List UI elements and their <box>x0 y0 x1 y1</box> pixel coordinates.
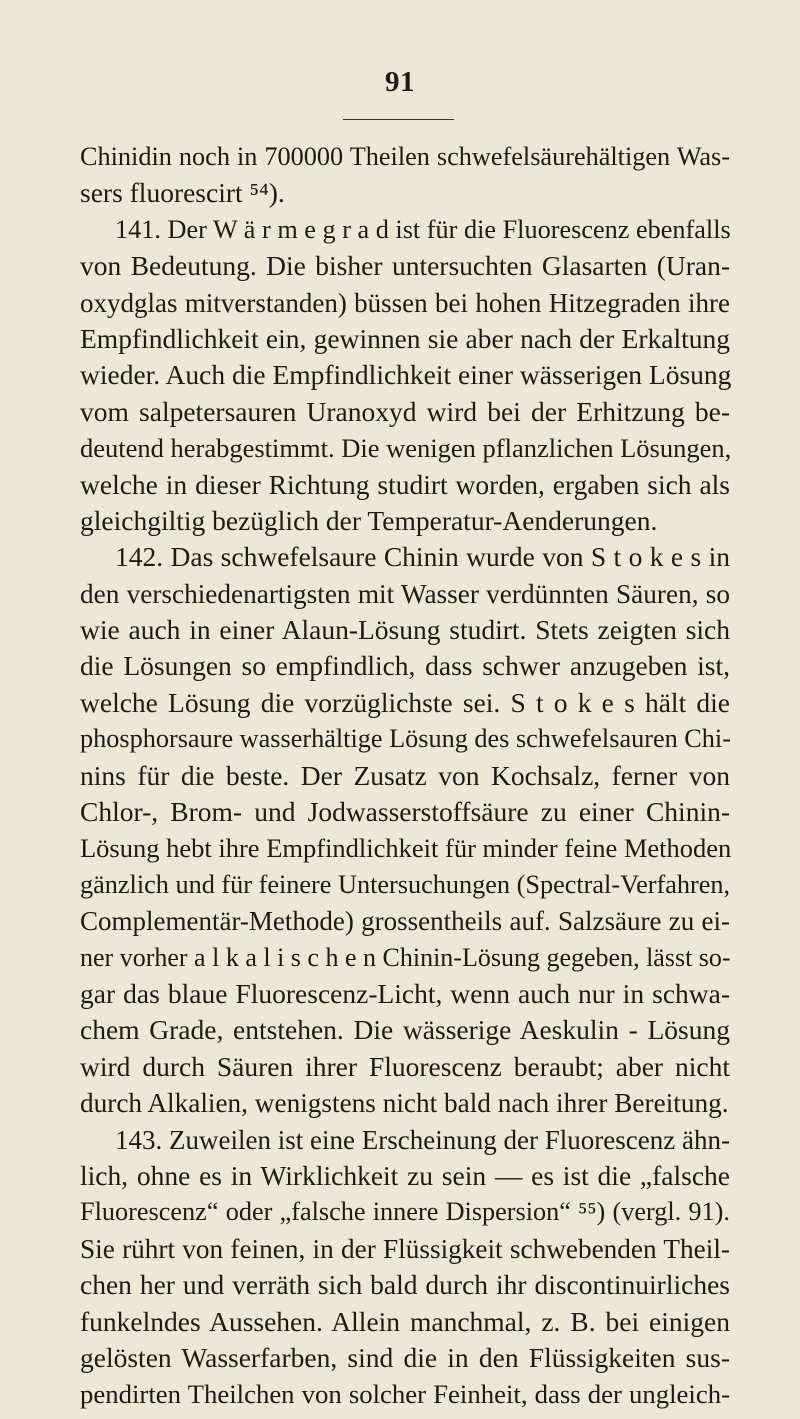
text-line: nins für die beste. Der Zusatz von Kochsalz, ferner von <box>80 759 730 791</box>
text-line: welche in dieser Richtung studirt worden, ergaben sich als <box>80 468 730 500</box>
text-line: die Lösungen so empfindlich, dass schwer anzugeben ist, <box>80 650 730 682</box>
text-line: Empfindlichkeit ein, gewinnen sie aber nach der Erkaltung <box>80 322 730 354</box>
text-line: gelösten Wasserfarben, sind die in den Flüssigkeiten sus- <box>80 1341 730 1373</box>
text-line: gänzlich und für feinere Untersuchungen (Spectral-Verfahren, <box>80 869 731 899</box>
body-text <box>80 139 730 1413</box>
text-line: wie auch in einer Alaun-Lösung studirt. Stets zeigten sich <box>80 614 730 646</box>
text-line: Chinidin noch in 700000 Theilen schwefelsäurehältigen Was- <box>80 142 730 171</box>
text-line: vom salpetersauren Uranoxyd wird bei der Erhitzung be- <box>80 395 730 427</box>
header-rule <box>343 119 454 120</box>
text-line: Lösung hebt ihre Empfindlichkeit für minder feine Methoden <box>80 833 732 864</box>
text-line: den verschiedenartigsten mit Wasser verdünnten Säuren, so <box>80 578 730 609</box>
text-line: funkelndes Aussehen. Allein manchmal, z. B. bei einigen <box>80 1305 730 1337</box>
text-line: phosphorsaure wasserhältige Lösung des schwefelsauren Chi- <box>80 724 731 754</box>
text-line: Sie rührt von feinen, in der Flüssigkeit schwebenden Theil- <box>80 1233 730 1264</box>
text-line: ner vorher a l k a l i s c h e n Chinin-Lösung gegeben, lässt so- <box>80 942 731 972</box>
text-line: sers fluorescirt ⁵⁴). <box>80 177 285 209</box>
text-line: 142. Das schwefelsaure Chinin wurde von S t o k e s in <box>115 541 730 573</box>
text-line: durch Alkalien, wenigstens nicht bald nach ihrer Bereitung. <box>80 1088 729 1119</box>
text-line: gleichgiltig bezüglich der Temperatur-Aenderungen. <box>80 504 658 536</box>
text-line: deutend herabgestimmt. Die wenigen pflanzlichen Lösungen, <box>80 433 732 464</box>
text-line: Complementär-Methode) grossentheils auf. Salzsäure zu ei- <box>80 906 730 937</box>
text-line: chen her und verräth sich bald durch ihr discontinuirliches <box>80 1269 730 1301</box>
text-line: pendirten Theilchen von solcher Feinheit, dass der ungleich- <box>80 1379 730 1410</box>
text-line: chem Grade, entstehen. Die wässerige Aeskulin - Lösung <box>80 1014 730 1046</box>
text-line: 143. Zuweilen ist eine Erscheinung der Fluorescenz ähn- <box>115 1124 730 1155</box>
text-line: Fluorescenz“ oder „falsche innere Dispersion“ ⁵⁵) (vergl. 91). <box>80 1197 730 1227</box>
text-line: gar das blaue Fluorescenz-Licht, wenn auch nur in schwa- <box>80 977 730 1009</box>
text-line: 141. Der W ä r m e g r a d ist für die Fluorescenz ebenfalls <box>115 214 731 244</box>
page-number: 91 <box>385 66 415 98</box>
text-line: Chlor-, Brom- und Jodwasserstoffsäure zu einer Chinin- <box>80 796 730 828</box>
text-line: oxydglas mitverstanden) büssen bei hohen Hitzegraden ihre <box>80 287 730 318</box>
text-line: welche Lösung die vorzüglichste sei. S t o k e s hält die <box>80 686 730 718</box>
text-line: lich, ohne es in Wirklichkeit zu sein — es ist die „falsche <box>80 1159 730 1191</box>
text-line: von Bedeutung. Die bisher untersuchten Glasarten (Uran- <box>80 250 730 282</box>
text-line: wieder. Auch die Empfindlichkeit einer wässerigen Lösung <box>80 359 732 391</box>
text-line: wird durch Säuren ihrer Fluorescenz beraubt; aber nicht <box>80 1050 730 1082</box>
